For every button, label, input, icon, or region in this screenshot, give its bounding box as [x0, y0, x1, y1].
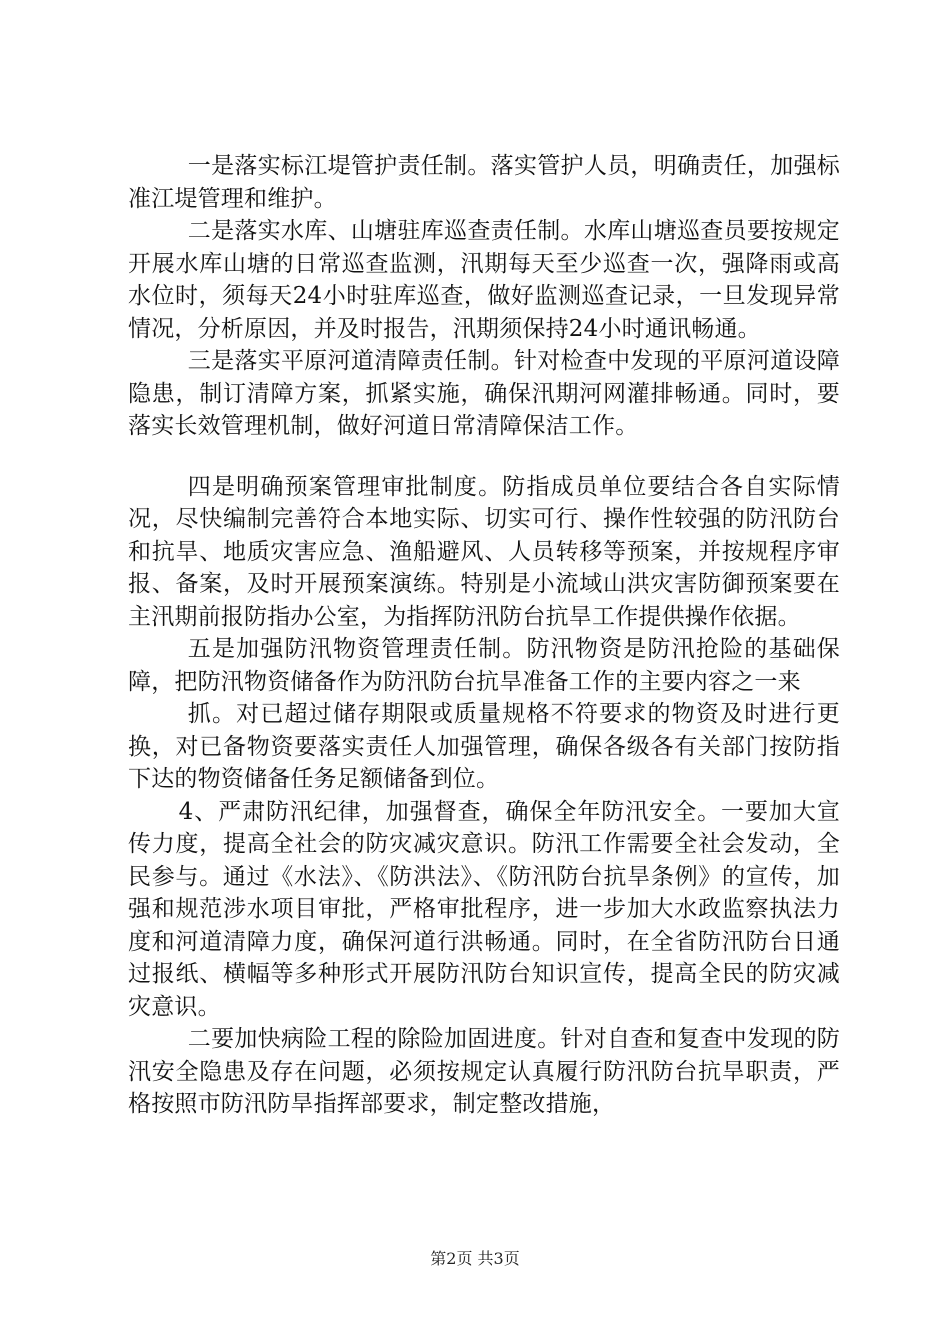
paragraph-1: 一是落实标江堤管护责任制。落实管护人员，明确责任，加强标准江堤管理和维护。 [128, 153, 840, 212]
paragraph-5: 五是加强防汛物资管理责任制。防汛物资是防汛抢险的基础保障，把防汛物资储备作为防汛防台抗旱准备工作的主要内容之一来 [128, 636, 840, 695]
paragraph-4: 四是明确预案管理审批制度。防指成员单位要结合各自实际情况，尽快编制完善符合本地实际、切实可行、操作性较强的防汛防台和抗旱、地质灾害应急、渔船避风、人员转移等预案，并按规程序审报、备案，及时开展预案演练。特别是小流域山洪灾害防御预案要在主汛期前报防指办公室，为指挥防汛防台抗旱工作提供操作依据。 [128, 473, 840, 630]
paragraph-3: 三是落实平原河道清障责任制。针对检查中发现的平原河道设障隐患，制订清障方案，抓紧实施，确保汛期河网灌排畅通。同时，要落实长效管理机制，做好河道日常清障保洁工作。 [128, 348, 840, 439]
paragraph-6: 抓。对已超过储存期限或质量规格不符要求的物资及时进行更换，对已备物资要落实责任人加强管理，确保各级各有关部门按防指下达的物资储备任务足额储备到位。 [128, 701, 840, 792]
paragraph-2: 二是落实水库、山塘驻库巡查责任制。水库山塘巡查员要按规定开展水库山塘的日常巡查监测，汛期每天至少巡查一次，强降雨或高水位时，须每天24小时驻库巡查，做好监测巡查记录，一旦发现异常情况，分析原因，并及时报告，汛期须保持24小时通讯畅通。 [128, 218, 840, 342]
paragraph-8: 二要加快病险工程的除险加固进度。针对自查和复查中发现的防汛安全隐患及存在问题，必须按规定认真履行防汛防台抗旱职责，严格按照市防汛防旱指挥部要求，制定整改措施， [128, 1026, 840, 1117]
paragraph-gap [128, 443, 840, 471]
page-footer: 第2页 共3页 [430, 1249, 520, 1268]
document-body [128, 150, 840, 1121]
paragraph-7: 4、严肃防汛纪律，加强督查，确保全年防汛安全。一要加大宣传力度，提高全社会的防灾减灾意识。防汛工作需要全社会发动，全民参与。通过《水法》、《防洪法》、《防汛防台抗旱条例》的宣传，加强和规范涉水项目审批，严格审批程序，进一步加大水政监察执法力度和河道清障力度，确保河道行洪畅通。同时，在全省防汛防台日通过报纸、横幅等多种形式开展防汛防台知识宣传，提高全民的防灾减灾意识。 [128, 798, 840, 1020]
